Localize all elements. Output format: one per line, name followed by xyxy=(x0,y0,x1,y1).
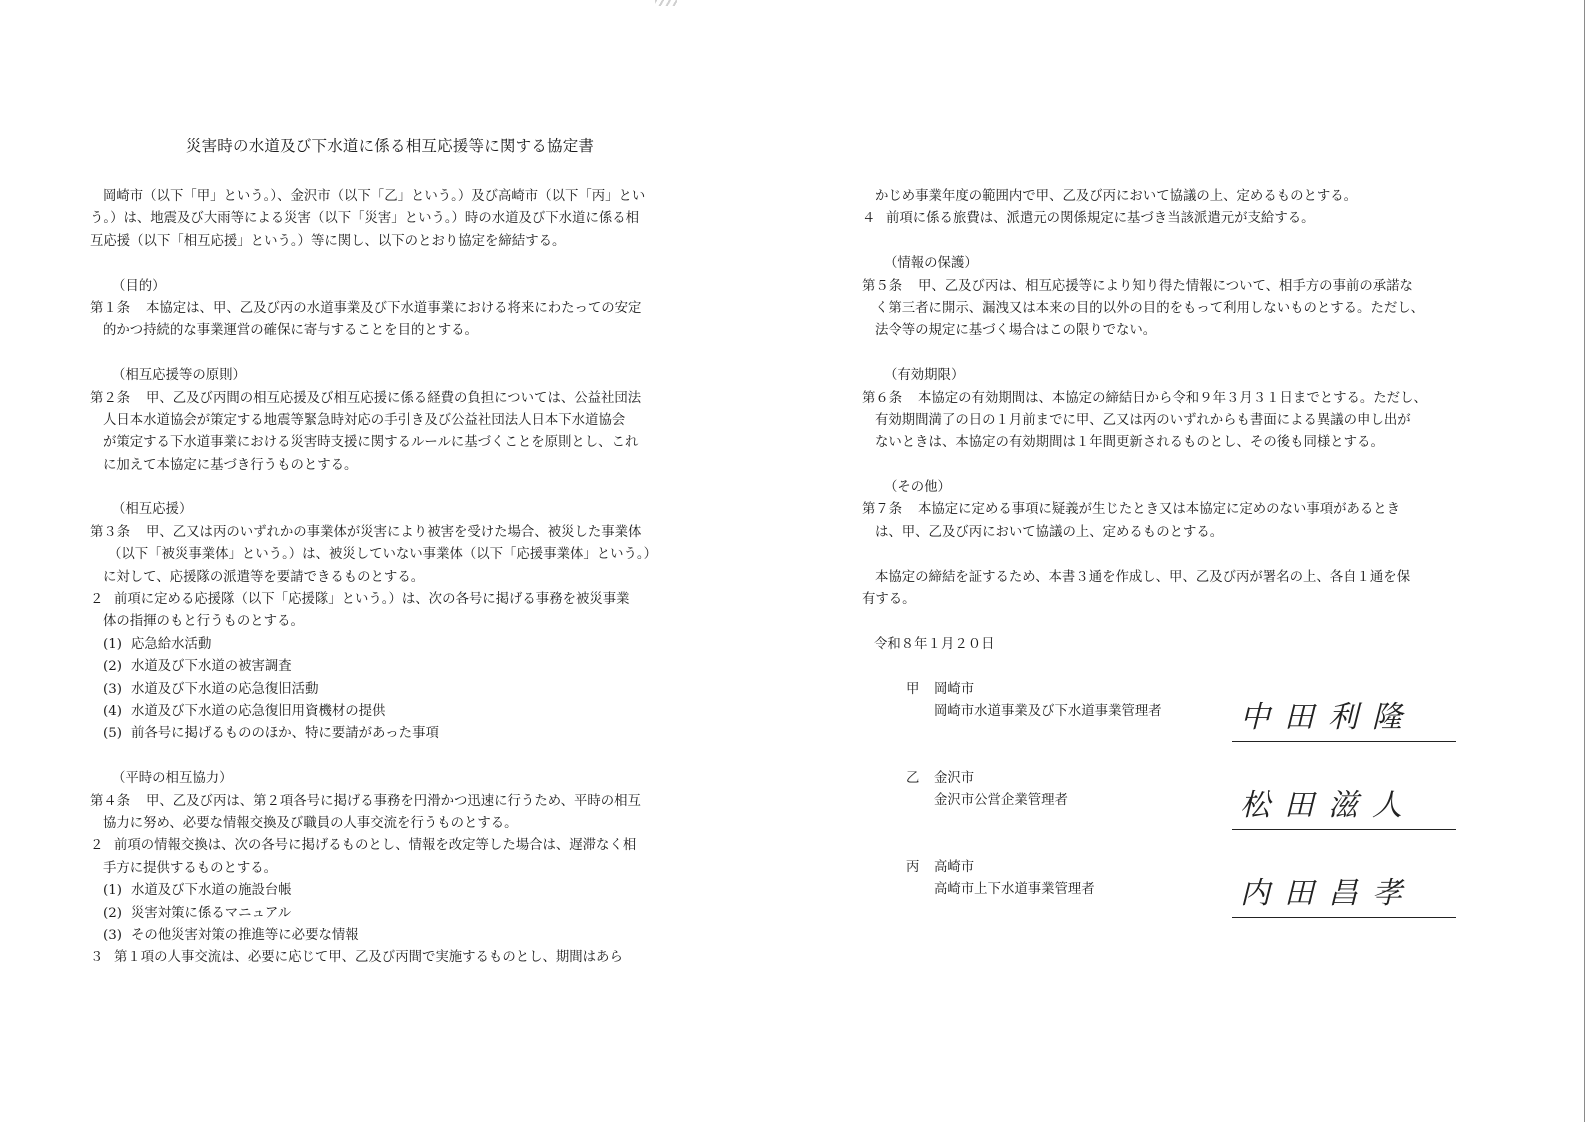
page-edge-line xyxy=(1584,0,1585,1122)
article-line: 第７条 本協定に定める事項に疑義が生じたとき又は本協定に定めのない事項があるとき xyxy=(862,499,1482,521)
scan-artifact xyxy=(655,0,677,6)
signature-otsu: 松田滋人 xyxy=(1232,786,1456,830)
party-hei xyxy=(906,857,1095,902)
article-line: ないときは、本協定の有効期間は１年間更新されるものとし、その後も同様とする。 xyxy=(875,435,1384,451)
paragraph-number: ２ xyxy=(90,592,104,608)
signature-hei: 内田昌孝 xyxy=(1232,874,1456,918)
article-heading: （平時の相互協力） xyxy=(112,771,233,787)
article-heading: （相互応援等の原則） xyxy=(112,368,246,384)
party-label: 乙 xyxy=(906,771,920,786)
article-line: く第三者に開示、漏洩又は本来の目的以外の目的をもって利用しないものとする。ただし、 xyxy=(875,300,1425,316)
paragraph-line: 手方に提供するものとする。 xyxy=(103,860,278,876)
article-number: 第１条 xyxy=(90,300,131,316)
article-line: 第４条 甲、乙及び丙は、第２項各号に掲げる事務を円滑かつ迅速に行うため、平時の相互 xyxy=(90,791,710,813)
closing-line: 有する。 xyxy=(862,592,916,608)
article-line: 第１条 本協定は、甲、乙及び丙の水道事業及び下水道事業における将来にわたっての安定 xyxy=(90,298,710,320)
paragraph-number: ３ xyxy=(90,950,104,966)
article-heading: （その他） xyxy=(884,480,951,496)
paragraph-line: 体の指揮のもと行うものとする。 xyxy=(103,614,304,630)
paragraph-line: かじめ事業年度の範囲内で甲、乙及び丙において協議の上、定めるものとする。 xyxy=(875,189,1358,204)
document-title: 災害時の水道及び下水道に係る相互応援等に関する協定書 xyxy=(185,137,595,155)
article-line: に対して、応援隊の派遣等を要請できるものとする。 xyxy=(103,569,425,585)
list-item: (3) その他災害対策の推進等に必要な情報 xyxy=(103,927,359,943)
paragraph-line: ２ 前項の情報交換は、次の各号に掲げるものとし、情報を改定等した場合は、遅滞なく相 xyxy=(90,835,710,857)
article-number: 第３条 xyxy=(90,524,131,540)
list-item: (4) 水道及び下水道の応急復旧用資機材の提供 xyxy=(103,703,386,719)
signing-date: 令和８年１月２０日 xyxy=(874,637,995,652)
article-line: に加えて本協定に基づき行うものとする。 xyxy=(103,457,358,473)
paragraph-line: ２ 前項に定める応援隊（以下「応援隊」という。）は、次の各号に掲げる事務を被災事業 xyxy=(90,589,710,611)
article-line: 的かつ持続的な事業運営の確保に寄与することを目的とする。 xyxy=(103,323,478,339)
party-office: 金沢市公営企業管理者 xyxy=(934,793,1068,809)
article-line: 人日本水道協会が策定する地震等緊急時対応の手引き及び公益社団法人日本下水道協会 xyxy=(103,412,626,428)
article-heading: （情報の保護） xyxy=(884,256,978,272)
article-number: 第４条 xyxy=(90,793,131,809)
paragraph-number: ４ xyxy=(862,211,876,227)
preamble-line: 互応援（以下「相互応援」という。）等に関し、以下のとおり協定を締結する。 xyxy=(90,233,566,249)
party-otsu xyxy=(906,768,1068,813)
party-kou xyxy=(906,679,1162,724)
signature-kou: 中田利隆 xyxy=(1232,698,1456,742)
paragraph-number: ２ xyxy=(90,838,104,854)
list-item: (3) 水道及び下水道の応急復旧活動 xyxy=(103,681,319,697)
party-label: 甲 xyxy=(906,682,920,697)
closing-line: 本協定の締結を証するため、本書３通を作成し、甲、乙及び丙が署名の上、各自１通を保 xyxy=(875,569,1411,585)
article-line: 法令等の規定に基づく場合はこの限りでない。 xyxy=(875,323,1157,339)
paragraph-line: ４ 前項に係る旅費は、派遣元の関係規定に基づき当該派遣元が支給する。 xyxy=(862,208,1482,230)
list-item: (5) 前各号に掲げるもののほか、特に要請があった事項 xyxy=(103,726,439,742)
article-line: 第６条 本協定の有効期間は、本協定の締結日から令和９年３月３１日までとする。ただし、 xyxy=(862,388,1482,410)
list-item: (2) 災害対策に係るマニュアル xyxy=(103,905,292,921)
article-line: 第２条 甲、乙及び丙間の相互応援及び相互応援に係る経費の負担については、公益社団法 xyxy=(90,388,710,410)
party-city: 金沢市 xyxy=(934,771,975,786)
list-item: (2) 水道及び下水道の被害調査 xyxy=(103,659,292,675)
right-column xyxy=(862,186,1482,611)
article-number: 第７条 xyxy=(862,502,903,518)
preamble-line: 岡崎市（以下「甲」という。）、金沢市（以下「乙」という。）及び高崎市（以下「丙」とい xyxy=(103,189,646,204)
article-line: 有効期間満了の日の１月前までに甲、乙又は丙のいずれからも書面による異議の申し出が xyxy=(875,412,1411,428)
article-number: 第２条 xyxy=(90,390,131,406)
article-heading: （有効期限） xyxy=(884,368,965,384)
party-city: 高崎市 xyxy=(934,860,975,875)
party-office: 高崎市上下水道事業管理者 xyxy=(934,882,1095,898)
paragraph-line: ３ 第１項の人事交流は、必要に応じて甲、乙及び丙間で実施するものとし、期間はあら xyxy=(90,947,710,969)
article-number: 第５条 xyxy=(862,278,903,294)
article-line: 第５条 甲、乙及び丙は、相互応援等により知り得た情報について、相手方の事前の承諾な xyxy=(862,276,1482,298)
article-heading: （相互応援） xyxy=(112,502,193,518)
article-heading: （目的） xyxy=(112,278,166,294)
article-line: 第３条 甲、乙又は丙のいずれかの事業体が災害により被害を受けた場合、被災した事業体 xyxy=(90,522,710,544)
article-line: （以下「被災事業体」という。）は、被災していない事業体（以下「応援事業体」という。） xyxy=(108,547,658,563)
list-item: (1) 水道及び下水道の施設台帳 xyxy=(103,883,292,899)
article-line: 協力に努め、必要な情報交換及び職員の人事交流を行うものとする。 xyxy=(103,815,518,831)
article-number: 第６条 xyxy=(862,390,903,406)
left-column xyxy=(90,186,710,970)
article-line: は、甲、乙及び丙において協議の上、定めるものとする。 xyxy=(875,524,1224,540)
party-office: 岡崎市水道事業及び下水道事業管理者 xyxy=(934,704,1162,720)
preamble-line: う。）は、地震及び大雨等による災害（以下「災害」という。）時の水道及び下水道に係る相 xyxy=(90,211,640,227)
party-city: 岡崎市 xyxy=(934,682,975,697)
article-line: が策定する下水道事業における災害時支援に関するルールに基づくことを原則とし、これ xyxy=(103,435,639,451)
party-label: 丙 xyxy=(906,860,920,875)
list-item: (1) 応急給水活動 xyxy=(103,636,212,652)
